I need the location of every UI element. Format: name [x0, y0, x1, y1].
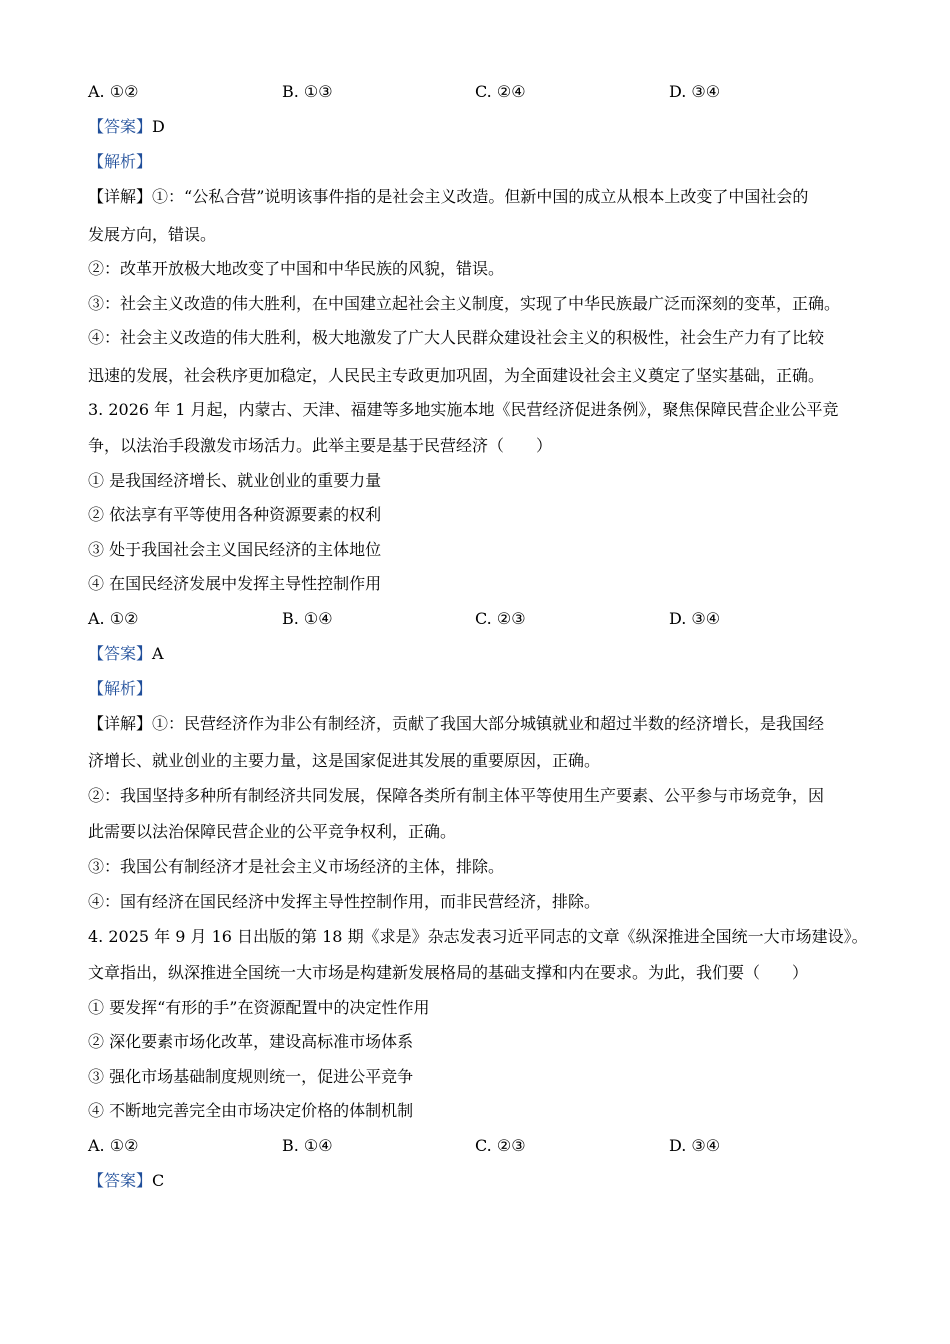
q3-option-d: D. ③④ [669, 609, 721, 628]
q3-item: ④ 在国民经济发展中发挥主导性控制作用 [88, 574, 382, 593]
answer-label: 【答案】 [88, 1171, 153, 1190]
q4-item: ② 深化要素市场化改革，建设高标准市场体系 [88, 1032, 414, 1051]
q3-detail-line [88, 714, 824, 734]
q4-item: ① 要发挥“有形的手”在资源配置中的决定性作用 [88, 998, 430, 1017]
q3-option-a: A. ①② [88, 609, 139, 628]
q2-detail-line: ③：社会主义改造的伟大胜利，在中国建立起社会主义制度，实现了中华民族最广泛而深刻的变革，正确。 [88, 294, 841, 313]
q4-option-d: D. ③④ [669, 1136, 721, 1155]
q2-answer [88, 117, 165, 137]
q2-detail-line: ④：社会主义改造的伟大胜利，极大地激发了广大人民群众建设社会主义的积极性，社会生产力有了比较 [88, 328, 825, 347]
q3-stem-line: 3. 2026 年 1 月起，内蒙古、天津、福建等多地实施本地《民营经济促进条例》，聚焦保障民营企业公平竞 [88, 400, 839, 419]
answer-value: C [152, 1171, 165, 1190]
q2-option-b: B. ①③ [282, 82, 333, 101]
q4-stem-line: 文章指出，纵深推进全国统一大市场是构建新发展格局的基础支撑和内在要求。为此，我们要（ ） [88, 963, 809, 982]
answer-label: 【答案】 [88, 644, 153, 663]
q3-answer [88, 644, 164, 664]
q2-option-a: A. ①② [88, 82, 139, 101]
detail-text: ①：民营经济作为非公有制经济，贡献了我国大部分城镇就业和超过半数的经济增长，是我国经 [152, 714, 825, 733]
q3-item: ③ 处于我国社会主义国民经济的主体地位 [88, 540, 382, 559]
q3-item: ① 是我国经济增长、就业创业的重要力量 [88, 471, 382, 490]
detail-text: ①：“公私合营”说明该事件指的是社会主义改造。但新中国的成立从根本上改变了中国社会的 [152, 187, 809, 206]
answer-label: 【答案】 [88, 117, 153, 136]
q4-option-c: C. ②③ [475, 1136, 526, 1155]
q4-item: ③ 强化市场基础制度规则统一，促进公平竞争 [88, 1067, 414, 1086]
q2-detail-line [88, 187, 808, 207]
answer-value: D [152, 117, 165, 136]
q2-detail-line: 发展方向，错误。 [88, 225, 217, 244]
q2-option-d: D. ③④ [669, 82, 721, 101]
q3-stem-line: 争，以法治手段激发市场活力。此举主要是基于民营经济（ ） [88, 436, 553, 455]
q2-option-c: C. ②④ [475, 82, 526, 101]
q3-detail-line: 此需要以法治保障民营企业的公平竞争权利，正确。 [88, 822, 457, 841]
q2-detail-line: ②：改革开放极大地改变了中国和中华民族的风貌，错误。 [88, 259, 505, 278]
q3-detail-line: ④：国有经济在国民经济中发挥主导性控制作用，而非民营经济，排除。 [88, 892, 601, 911]
q3-detail-line: 济增长、就业创业的主要力量，这是国家促进其发展的重要原因，正确。 [88, 751, 601, 770]
q2-analysis-label: 【解析】 [88, 152, 153, 171]
q2-detail-line: 迅速的发展，社会秩序更加稳定，人民民主专政更加巩固，为全面建设社会主义奠定了坚实基础，正确。 [88, 366, 825, 385]
q4-answer [88, 1171, 164, 1191]
q4-stem-line: 4. 2025 年 9 月 16 日出版的第 18 期《求是》杂志发表习近平同志的文章《纵深推进全国统一大市场建设》。 [88, 927, 868, 946]
q4-option-b: B. ①④ [282, 1136, 333, 1155]
answer-value: A [152, 644, 164, 663]
q4-item: ④ 不断地完善完全由市场决定价格的体制机制 [88, 1101, 414, 1120]
detail-label: 【详解】 [88, 187, 153, 206]
q3-detail-line: ③：我国公有制经济才是社会主义市场经济的主体，排除。 [88, 857, 505, 876]
detail-label: 【详解】 [88, 714, 153, 733]
q3-detail-line: ②：我国坚持多种所有制经济共同发展，保障各类所有制主体平等使用生产要素、公平参与市场竞争，因 [88, 786, 825, 805]
q3-analysis-label: 【解析】 [88, 679, 153, 698]
q4-option-a: A. ①② [88, 1136, 139, 1155]
q3-option-b: B. ①④ [282, 609, 333, 628]
q3-item: ② 依法享有平等使用各种资源要素的权利 [88, 505, 382, 524]
q3-option-c: C. ②③ [475, 609, 526, 628]
